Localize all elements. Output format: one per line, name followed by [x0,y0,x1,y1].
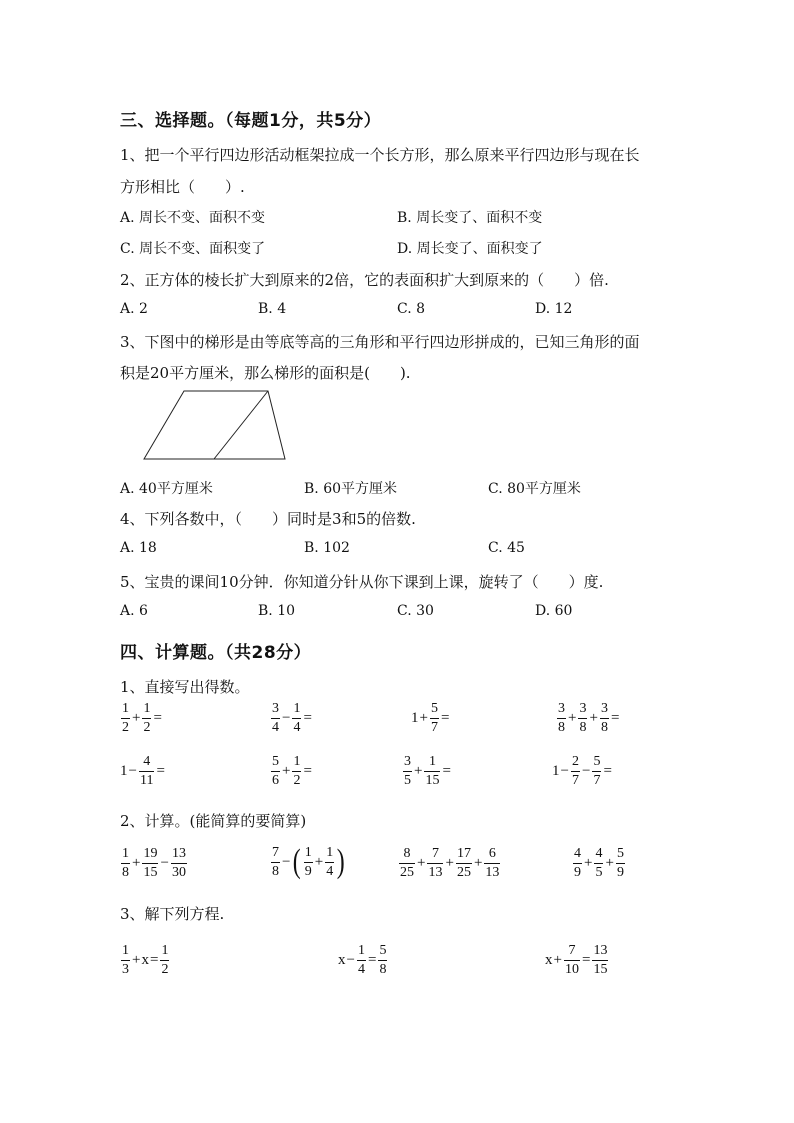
trapezoid-divider-line [214,391,268,459]
fraction: $\frac{1}{2}$ [122,701,129,735]
expr-1-6: $\frac{5}{6}$ + $\frac{1}{2}$ = [272,754,312,788]
fraction: $\frac{4}{9}$ [574,846,581,880]
expr-2-4: $\frac{4}{9}$ + $\frac{4}{5}$ + $\frac{5}{9}$ [574,846,624,880]
question-2-line-1: 2、正方体的棱长扩大到原来的2倍，它的表面积扩大到原来的（ ）倍. [120,271,609,289]
question-5-option-b: B. 10 [258,603,296,619]
question-4-line-1: 4、下列各数中，（ ）同时是3和5的倍数. [120,510,416,528]
fraction: $\frac{7}{13}$ [428,846,443,880]
fraction: $\frac{5}{9}$ [616,846,624,880]
expr-1-8: 1 − $\frac{2}{7}$ − $\frac{5}{7}$ = [552,754,612,788]
question-2-option-a: A. 2 [120,301,148,317]
expr-1-1: $\frac{1}{2}$ + $\frac{1}{2}$ = [122,701,162,735]
fraction: $\frac{13}{30}$ [171,846,186,880]
part-2-label: 2、计算。(能简算的要简算) [120,812,307,830]
fraction: $\frac{6}{13}$ [485,846,500,880]
question-2-option-c: C. 8 [397,301,426,317]
fraction: $\frac{13}{15}$ [593,943,608,977]
question-3-line-2: 积是20平方厘米，那么梯形的面积是( ). [120,364,411,382]
fraction: $\frac{3}{5}$ [404,754,411,788]
question-1-option-a: A. 周长不变、面积不变 [120,210,266,226]
fraction: $\frac{7}{8}$ [272,844,279,879]
part-3-label: 3、解下列方程. [120,905,225,923]
fraction: $\frac{3}{8}$ [579,701,587,735]
fraction: $\frac{1}{3}$ [122,943,129,977]
fraction: $\frac{2}{7}$ [571,754,579,788]
question-3-option-a: A. 40平方厘米 [120,481,213,497]
question-5-option-d: D. 60 [535,603,573,619]
question-2-option-d: D. 12 [535,301,573,317]
fraction: $\frac{1}{2}$ [161,943,169,977]
fraction: $\frac{1}{2}$ [293,754,301,788]
question-1-line-2: 方形相比（ ）. [120,178,245,196]
fraction: $\frac{3}{8}$ [558,701,565,735]
fraction: $\frac{1}{8}$ [122,846,129,880]
fraction: $\frac{7}{10}$ [564,943,579,977]
fraction: $\frac{4}{11}$ [139,754,154,788]
expr-2-2: $\frac{7}{8}$ − ( $\frac{1}{9}$ + $\frac{1}{4}$ ) [272,843,345,880]
equation-3: x + $\frac{7}{10}$ = $\frac{13}{15}$ [545,943,608,977]
question-5-line-1: 5、宝贵的课间10分钟．你知道分针从你下课到上课，旋转了（ ）度. [120,573,604,591]
question-5-option-c: C. 30 [397,603,434,619]
question-3-option-c: C. 80平方厘米 [488,481,581,497]
fraction: $\frac{5}{6}$ [272,754,279,788]
question-1-option-d: D. 周长变了、面积变了 [397,241,543,257]
trapezoid-figure [140,386,290,466]
fraction: $\frac{1}{4}$ [326,844,334,879]
expr-1-5: 1 − $\frac{4}{11}$ = [120,754,165,788]
fraction: $\frac{3}{8}$ [600,701,608,735]
section-4-title: 四、计算题。（共28分） [120,643,312,663]
fraction: $\frac{1}{9}$ [304,844,312,879]
fraction: $\frac{19}{15}$ [143,846,158,880]
question-4-option-c: C. 45 [488,540,525,556]
equation-1: $\frac{1}{3}$ + x = $\frac{1}{2}$ [122,943,169,977]
fraction: $\frac{3}{4}$ [272,701,279,735]
fraction: $\frac{5}{8}$ [379,943,387,977]
fraction: $\frac{5}{7}$ [593,754,601,788]
fraction: $\frac{1}{4}$ [293,701,301,735]
fraction: $\frac{8}{25}$ [400,846,414,880]
equation-2: x − $\frac{1}{4}$ = $\frac{5}{8}$ [338,943,387,977]
question-1-option-c: C. 周长不变、面积变了 [120,241,266,257]
fraction: $\frac{4}{5}$ [595,846,603,880]
expr-2-1: $\frac{1}{8}$ + $\frac{19}{15}$ − $\frac{13}{30}$ [122,846,186,880]
trapezoid-outline [144,391,285,459]
question-3-option-b: B. 60平方厘米 [304,481,398,497]
question-1-line-1: 1、把一个平行四边形活动框架拉成一个长方形，那么原来平行四边形与现在长 [120,146,640,164]
question-4-option-b: B. 102 [304,540,350,556]
question-4-option-a: A. 18 [120,540,157,556]
expr-2-3: $\frac{8}{25}$ + $\frac{7}{13}$ + $\frac{17}{25}$ + $\frac{6}{13}$ [400,846,500,880]
question-2-option-b: B. 4 [258,301,287,317]
expr-1-2: $\frac{3}{4}$ − $\frac{1}{4}$ = [272,701,312,735]
expr-1-3: 1 + $\frac{5}{7}$ = [411,701,450,735]
question-1-option-b: B. 周长变了、面积不变 [397,210,543,226]
fraction: $\frac{1}{4}$ [357,943,365,977]
question-5-option-a: A. 6 [120,603,148,619]
fraction: $\frac{1}{15}$ [425,754,440,788]
expr-1-7: $\frac{3}{5}$ + $\frac{1}{15}$ = [404,754,451,788]
fraction: $\frac{5}{7}$ [430,701,438,735]
fraction: $\frac{17}{25}$ [456,846,471,880]
question-3-line-1: 3、下图中的梯形是由等底等高的三角形和平行四边形拼成的，已知三角形的面 [120,333,640,351]
expr-1-4: $\frac{3}{8}$ + $\frac{3}{8}$ + $\frac{3}{8}$ = [558,701,620,735]
fraction: $\frac{1}{2}$ [143,701,151,735]
part-1-label: 1、直接写出得数。 [120,678,250,696]
section-3-title: 三、选择题。（每题1分，共5分） [120,111,382,131]
